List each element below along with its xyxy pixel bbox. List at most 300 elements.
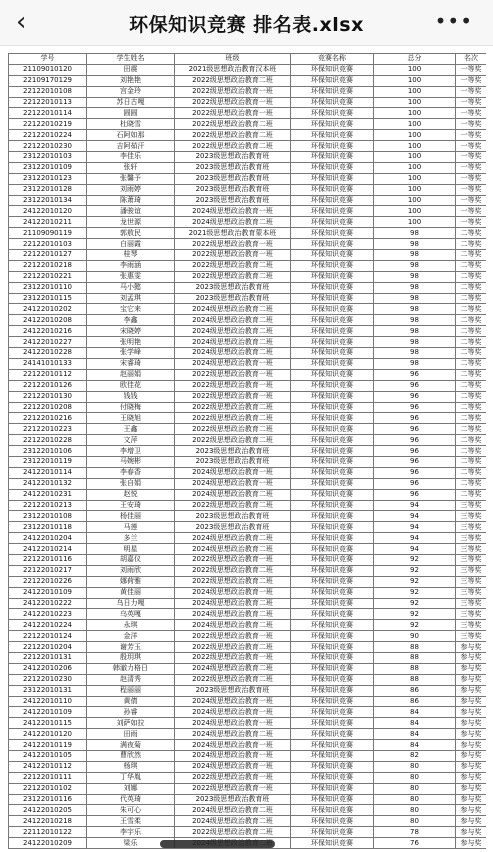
cell-rank[interactable]: 一等奖 [456,75,487,86]
cell-contest-name[interactable]: 环保知识竞赛 [291,217,374,228]
cell-student-name[interactable]: 乌英嘎 [87,609,175,620]
cell-rank[interactable]: 一等奖 [456,162,487,173]
cell-student-id[interactable]: 22122010103 [9,239,87,250]
cell-student-id[interactable]: 22122010223 [9,424,87,435]
cell-class[interactable]: 2024级思想政治教育二班 [175,805,291,816]
cell-rank[interactable]: 三等奖 [456,511,487,522]
cell-student-id[interactable]: 22122010131 [9,652,87,663]
cell-student-id[interactable]: 24122010218 [9,816,87,827]
cell-total-score[interactable]: 98 [374,228,456,239]
cell-class[interactable]: 2024级思想政治教育二班 [175,598,291,609]
cell-total-score[interactable]: 98 [374,282,456,293]
cell-student-id[interactable]: 22122010130 [9,391,87,402]
cell-total-score[interactable]: 100 [374,217,456,228]
cell-rank[interactable]: 参与奖 [456,663,487,674]
cell-rank[interactable]: 二等奖 [456,478,487,489]
cell-student-name[interactable]: 多兰 [87,533,175,544]
cell-total-score[interactable]: 92 [374,609,456,620]
cell-student-id[interactable]: 24122010132 [9,478,87,489]
cell-class[interactable]: 2023级思想政治教育班 [175,685,291,696]
column-header-student-name[interactable]: 学生姓名 [87,54,175,65]
cell-class[interactable]: 2023级思想政治教育班 [175,511,291,522]
cell-rank[interactable]: 二等奖 [456,358,487,369]
cell-student-name[interactable]: 明星 [87,544,175,555]
cell-total-score[interactable]: 96 [374,435,456,446]
cell-class[interactable]: 2022级思想政治教育二班 [175,565,291,576]
cell-student-id[interactable]: 22122010217 [9,565,87,576]
column-header-student-id[interactable]: 学号 [9,54,87,65]
cell-total-score[interactable]: 92 [374,565,456,576]
cell-class[interactable]: 2022级思想政治教育一班 [175,108,291,119]
cell-student-id[interactable]: 24122010204 [9,533,87,544]
cell-total-score[interactable]: 100 [374,86,456,97]
cell-student-id[interactable]: 22122010204 [9,642,87,653]
cell-contest-name[interactable]: 环保知识竞赛 [291,239,374,250]
cell-contest-name[interactable]: 环保知识竞赛 [291,609,374,620]
cell-class[interactable]: 2023级思想政治教育班 [175,173,291,184]
cell-contest-name[interactable]: 环保知识竞赛 [291,152,374,163]
more-options-icon[interactable]: ••• [434,9,473,33]
cell-student-name[interactable]: 赵丽娟 [87,369,175,380]
cell-student-name[interactable]: 刘萨如拉 [87,718,175,729]
cell-total-score[interactable]: 98 [374,337,456,348]
cell-total-score[interactable]: 90 [374,631,456,642]
cell-class[interactable]: 2024级思想政治教育二班 [175,663,291,674]
cell-contest-name[interactable]: 环保知识竞赛 [291,446,374,457]
cell-student-name[interactable]: 马小懿 [87,282,175,293]
cell-class[interactable]: 2022级思想政治教育一班 [175,652,291,663]
cell-student-name[interactable]: 田震 [87,64,175,75]
cell-contest-name[interactable]: 环保知识竞赛 [291,707,374,718]
cell-student-name[interactable]: 李雨涵 [87,260,175,271]
cell-rank[interactable]: 二等奖 [456,250,487,261]
cell-student-id[interactable]: 24122010227 [9,337,87,348]
cell-class[interactable]: 2022级思想政治教育二班 [175,75,291,86]
cell-student-id[interactable]: 22109170129 [9,75,87,86]
cell-total-score[interactable]: 96 [374,369,456,380]
cell-total-score[interactable]: 94 [374,500,456,511]
cell-rank[interactable]: 一等奖 [456,206,487,217]
cell-total-score[interactable]: 96 [374,456,456,467]
cell-student-name[interactable]: 殷玥琪 [87,652,175,663]
cell-rank[interactable]: 参与奖 [456,838,487,849]
cell-student-name[interactable]: 田雨 [87,729,175,740]
cell-student-name[interactable]: 乌日力嘎 [87,598,175,609]
cell-student-id[interactable]: 22122010218 [9,260,87,271]
cell-rank[interactable]: 参与奖 [456,652,487,663]
cell-class[interactable]: 2024级思想政治教育二班 [175,816,291,827]
cell-contest-name[interactable]: 环保知识竞赛 [291,620,374,631]
cell-rank[interactable]: 一等奖 [456,119,487,130]
cell-student-id[interactable]: 23122010115 [9,293,87,304]
cell-class[interactable]: 2022级思想政治教育二班 [175,435,291,446]
cell-contest-name[interactable]: 环保知识竞赛 [291,489,374,500]
cell-class[interactable]: 2021级思想政治教育蒙本班 [175,228,291,239]
cell-class[interactable]: 2022级思想政治教育一班 [175,783,291,794]
cell-class[interactable]: 2022级思想政治教育二班 [175,642,291,653]
cell-total-score[interactable]: 98 [374,260,456,271]
cell-student-id[interactable]: 22122010228 [9,435,87,446]
cell-student-id[interactable]: 22122010219 [9,119,87,130]
cell-class[interactable]: 2023级思想政治教育班 [175,456,291,467]
cell-contest-name[interactable]: 环保知识竞赛 [291,598,374,609]
cell-contest-name[interactable]: 环保知识竞赛 [291,413,374,424]
cell-student-name[interactable]: 梁乐 [87,838,175,849]
cell-contest-name[interactable]: 环保知识竞赛 [291,816,374,827]
cell-rank[interactable]: 参与奖 [456,740,487,751]
cell-contest-name[interactable]: 环保知识竞赛 [291,402,374,413]
cell-class[interactable]: 2022级思想政治教育一班 [175,391,291,402]
cell-student-name[interactable]: 杜晓雪 [87,119,175,130]
cell-total-score[interactable]: 100 [374,141,456,152]
cell-student-id[interactable]: 23122010103 [9,152,87,163]
column-header-total-score[interactable]: 总分 [374,54,456,65]
cell-rank[interactable]: 参与奖 [456,729,487,740]
cell-student-name[interactable]: 吉阿茹汗 [87,141,175,152]
cell-student-id[interactable]: 24141010133 [9,358,87,369]
cell-contest-name[interactable]: 环保知识竞赛 [291,827,374,838]
cell-student-id[interactable]: 23122010108 [9,511,87,522]
cell-total-score[interactable]: 80 [374,783,456,794]
cell-student-name[interactable]: 张惠雯 [87,271,175,282]
cell-student-name[interactable]: 文萍 [87,435,175,446]
cell-contest-name[interactable]: 环保知识竞赛 [291,467,374,478]
cell-rank[interactable]: 二等奖 [456,228,487,239]
cell-student-name[interactable]: 付晓梅 [87,402,175,413]
cell-rank[interactable]: 三等奖 [456,620,487,631]
cell-rank[interactable]: 参与奖 [456,816,487,827]
cell-contest-name[interactable]: 环保知识竞赛 [291,783,374,794]
cell-total-score[interactable]: 98 [374,358,456,369]
cell-rank[interactable]: 二等奖 [456,446,487,457]
cell-total-score[interactable]: 96 [374,391,456,402]
cell-student-id[interactable]: 23122010109 [9,162,87,173]
cell-total-score[interactable]: 98 [374,326,456,337]
cell-class[interactable]: 2024级思想政治教育二班 [175,348,291,359]
cell-total-score[interactable]: 100 [374,119,456,130]
cell-contest-name[interactable]: 环保知识竞赛 [291,86,374,97]
cell-class[interactable]: 2024级思想政治教育一班 [175,761,291,772]
cell-contest-name[interactable]: 环保知识竞赛 [291,260,374,271]
cell-class[interactable]: 2022级思想政治教育一班 [175,631,291,642]
cell-student-name[interactable]: 张学峰 [87,348,175,359]
cell-class[interactable]: 2024级思想政治教育二班 [175,544,291,555]
cell-rank[interactable]: 参与奖 [456,707,487,718]
cell-contest-name[interactable]: 环保知识竞赛 [291,435,374,446]
cell-contest-name[interactable]: 环保知识竞赛 [291,315,374,326]
cell-student-id[interactable]: 22122010224 [9,130,87,141]
cell-total-score[interactable]: 80 [374,772,456,783]
cell-class[interactable]: 2024级思想政治教育二班 [175,489,291,500]
cell-student-id[interactable]: 24122010228 [9,348,87,359]
cell-rank[interactable]: 一等奖 [456,141,487,152]
cell-student-id[interactable]: 24122010211 [9,217,87,228]
cell-total-score[interactable]: 94 [374,533,456,544]
cell-student-name[interactable]: 曹欣然 [87,751,175,762]
cell-student-name[interactable]: 桂琴 [87,250,175,261]
cell-total-score[interactable]: 100 [374,152,456,163]
cell-rank[interactable]: 参与奖 [456,827,487,838]
cell-student-name[interactable]: 王鑫 [87,424,175,435]
cell-total-score[interactable]: 100 [374,130,456,141]
cell-student-name[interactable]: 金洋 [87,631,175,642]
cell-student-name[interactable]: 丁华胤 [87,772,175,783]
cell-total-score[interactable]: 98 [374,250,456,261]
cell-student-name[interactable]: 李鑫 [87,315,175,326]
cell-class[interactable]: 2023级思想政治教育班 [175,293,291,304]
cell-student-id[interactable]: 23122010110 [9,282,87,293]
cell-class[interactable]: 2023级思想政治教育班 [175,162,291,173]
cell-total-score[interactable]: 88 [374,674,456,685]
cell-rank[interactable]: 二等奖 [456,337,487,348]
cell-rank[interactable]: 参与奖 [456,696,487,707]
cell-student-id[interactable]: 24122010209 [9,838,87,849]
cell-student-name[interactable]: 欧佳花 [87,380,175,391]
cell-total-score[interactable]: 100 [374,97,456,108]
cell-contest-name[interactable]: 环保知识竞赛 [291,64,374,75]
cell-total-score[interactable]: 100 [374,195,456,206]
cell-class[interactable]: 2024级思想政治教育一班 [175,740,291,751]
cell-class[interactable]: 2022级思想政治教育一班 [175,239,291,250]
cell-contest-name[interactable]: 环保知识竞赛 [291,456,374,467]
cell-student-id[interactable]: 21109010120 [9,64,87,75]
cell-total-score[interactable]: 88 [374,642,456,653]
cell-class[interactable]: 2023级思想政治教育班 [175,152,291,163]
cell-student-id[interactable]: 22122010216 [9,413,87,424]
cell-total-score[interactable]: 94 [374,511,456,522]
cell-contest-name[interactable]: 环保知识竞赛 [291,696,374,707]
cell-student-id[interactable]: 23122010119 [9,456,87,467]
cell-rank[interactable]: 二等奖 [456,293,487,304]
cell-rank[interactable]: 一等奖 [456,64,487,75]
cell-student-name[interactable]: 杨琪 [87,761,175,772]
cell-student-id[interactable]: 23122010106 [9,446,87,457]
cell-class[interactable]: 2023级思想政治教育班 [175,446,291,457]
cell-rank[interactable]: 一等奖 [456,86,487,97]
cell-class[interactable]: 2022级思想政治教育二班 [175,271,291,282]
cell-total-score[interactable]: 84 [374,729,456,740]
cell-student-name[interactable]: 刘雨欣 [87,565,175,576]
cell-student-id[interactable]: 22122010126 [9,380,87,391]
cell-total-score[interactable]: 100 [374,206,456,217]
cell-rank[interactable]: 一等奖 [456,195,487,206]
cell-total-score[interactable]: 88 [374,652,456,663]
cell-class[interactable]: 2024级思想政治教育二班 [175,315,291,326]
cell-rank[interactable]: 参与奖 [456,794,487,805]
cell-class[interactable]: 2021级思想政治教育汉本班 [175,64,291,75]
cell-student-id[interactable]: 24122010119 [9,740,87,751]
cell-student-id[interactable]: 24122010216 [9,326,87,337]
cell-contest-name[interactable]: 环保知识竞赛 [291,805,374,816]
cell-class[interactable]: 2024级思想政治教育一班 [175,587,291,598]
cell-rank[interactable]: 二等奖 [456,260,487,271]
cell-rank[interactable]: 一等奖 [456,152,487,163]
cell-class[interactable]: 2022级思想政治教育二班 [175,674,291,685]
cell-student-name[interactable]: 李春香 [87,467,175,478]
cell-class[interactable]: 2023级思想政治教育班 [175,184,291,195]
cell-student-id[interactable]: 22122010127 [9,250,87,261]
cell-total-score[interactable]: 96 [374,424,456,435]
cell-student-name[interactable]: 苏日古嘎 [87,97,175,108]
cell-contest-name[interactable]: 环保知识竞赛 [291,293,374,304]
cell-student-name[interactable]: 朱可心 [87,805,175,816]
cell-contest-name[interactable]: 环保知识竞赛 [291,195,374,206]
cell-rank[interactable]: 二等奖 [456,380,487,391]
cell-total-score[interactable]: 100 [374,162,456,173]
cell-student-name[interactable]: 刘娜 [87,783,175,794]
cell-total-score[interactable]: 96 [374,446,456,457]
cell-total-score[interactable]: 86 [374,696,456,707]
cell-student-name[interactable]: 马婉彬 [87,456,175,467]
cell-student-id[interactable]: 24122010223 [9,609,87,620]
cell-total-score[interactable]: 98 [374,348,456,359]
cell-rank[interactable]: 二等奖 [456,489,487,500]
cell-student-id[interactable]: 23122010134 [9,195,87,206]
cell-class[interactable]: 2022级思想政治教育二班 [175,576,291,587]
cell-contest-name[interactable]: 环保知识竞赛 [291,522,374,533]
cell-rank[interactable]: 参与奖 [456,761,487,772]
cell-total-score[interactable]: 100 [374,184,456,195]
cell-rank[interactable]: 二等奖 [456,391,487,402]
cell-total-score[interactable]: 92 [374,620,456,631]
cell-student-id[interactable]: 24122010231 [9,489,87,500]
cell-rank[interactable]: 二等奖 [456,424,487,435]
cell-total-score[interactable]: 100 [374,75,456,86]
cell-student-id[interactable]: 23122010128 [9,184,87,195]
cell-student-id[interactable]: 23122010123 [9,173,87,184]
cell-student-id[interactable]: 22122010226 [9,576,87,587]
cell-class[interactable]: 2022级思想政治教育一班 [175,554,291,565]
cell-student-name[interactable]: 宫金玲 [87,86,175,97]
cell-class[interactable]: 2024级思想政治教育二班 [175,326,291,337]
cell-contest-name[interactable]: 环保知识竞赛 [291,631,374,642]
cell-total-score[interactable]: 88 [374,663,456,674]
cell-rank[interactable]: 参与奖 [456,805,487,816]
cell-contest-name[interactable]: 环保知识竞赛 [291,674,374,685]
cell-total-score[interactable]: 92 [374,598,456,609]
cell-total-score[interactable]: 100 [374,173,456,184]
cell-contest-name[interactable]: 环保知识竞赛 [291,544,374,555]
cell-student-name[interactable]: 张馨予 [87,173,175,184]
cell-contest-name[interactable]: 环保知识竞赛 [291,751,374,762]
cell-student-id[interactable]: 22122010221 [9,271,87,282]
cell-student-name[interactable]: 宋晓婷 [87,326,175,337]
cell-contest-name[interactable]: 环保知识竞赛 [291,358,374,369]
cell-student-id[interactable]: 24122010205 [9,805,87,816]
column-header-contest-name[interactable]: 竞赛名称 [291,54,374,65]
cell-total-score[interactable]: 94 [374,522,456,533]
cell-total-score[interactable]: 96 [374,380,456,391]
cell-class[interactable]: 2022级思想政治教育二班 [175,119,291,130]
cell-rank[interactable]: 三等奖 [456,598,487,609]
cell-contest-name[interactable]: 环保知识竞赛 [291,369,374,380]
cell-contest-name[interactable]: 环保知识竞赛 [291,424,374,435]
cell-contest-name[interactable]: 环保知识竞赛 [291,794,374,805]
cell-student-id[interactable]: 22122010116 [9,554,87,565]
cell-total-score[interactable]: 94 [374,544,456,555]
cell-total-score[interactable]: 84 [374,707,456,718]
cell-rank[interactable]: 二等奖 [456,348,487,359]
cell-student-id[interactable]: 22122010112 [9,369,87,380]
cell-contest-name[interactable]: 环保知识竞赛 [291,554,374,565]
cell-total-score[interactable]: 76 [374,838,456,849]
cell-contest-name[interactable]: 环保知识竞赛 [291,511,374,522]
cell-contest-name[interactable]: 环保知识竞赛 [291,348,374,359]
cell-class[interactable]: 2023级思想政治教育班 [175,282,291,293]
cell-student-id[interactable]: 24122010109 [9,707,87,718]
cell-rank[interactable]: 三等奖 [456,522,487,533]
cell-total-score[interactable]: 78 [374,827,456,838]
cell-total-score[interactable]: 92 [374,576,456,587]
cell-total-score[interactable]: 84 [374,740,456,751]
cell-rank[interactable]: 三等奖 [456,631,487,642]
cell-student-name[interactable]: 永琪 [87,620,175,631]
cell-contest-name[interactable]: 环保知识竞赛 [291,271,374,282]
cell-class[interactable]: 2024级思想政治教育二班 [175,533,291,544]
cell-rank[interactable]: 二等奖 [456,239,487,250]
cell-student-id[interactable]: 23122010116 [9,794,87,805]
cell-rank[interactable]: 参与奖 [456,783,487,794]
cell-student-name[interactable]: 满夜菊 [87,740,175,751]
cell-contest-name[interactable]: 环保知识竞赛 [291,729,374,740]
cell-rank[interactable]: 二等奖 [456,413,487,424]
cell-contest-name[interactable]: 环保知识竞赛 [291,772,374,783]
cell-student-id[interactable]: 24122010120 [9,206,87,217]
cell-student-name[interactable]: 刘孟琪 [87,293,175,304]
cell-student-id[interactable]: 21109090119 [9,228,87,239]
cell-contest-name[interactable]: 环保知识竞赛 [291,228,374,239]
cell-student-name[interactable]: 陈萧琦 [87,195,175,206]
cell-contest-name[interactable]: 环保知识竞赛 [291,652,374,663]
cell-student-name[interactable]: 龙世源 [87,217,175,228]
cell-student-id[interactable]: 22122010108 [9,86,87,97]
cell-student-name[interactable]: 白丽霞 [87,239,175,250]
cell-contest-name[interactable]: 环保知识竞赛 [291,587,374,598]
cell-student-name[interactable]: 程丽丽 [87,685,175,696]
cell-rank[interactable]: 一等奖 [456,184,487,195]
cell-rank[interactable]: 三等奖 [456,554,487,565]
cell-student-id[interactable]: 22122010114 [9,108,87,119]
cell-class[interactable]: 2022级思想政治教育一班 [175,250,291,261]
cell-student-name[interactable]: 宋睿琦 [87,358,175,369]
cell-rank[interactable]: 参与奖 [456,718,487,729]
cell-student-id[interactable]: 22122010230 [9,674,87,685]
cell-contest-name[interactable]: 环保知识竞赛 [291,576,374,587]
cell-class[interactable]: 2022级思想政治教育二班 [175,413,291,424]
cell-student-name[interactable]: 刘艳艳 [87,75,175,86]
cell-contest-name[interactable]: 环保知识竞赛 [291,565,374,576]
cell-student-name[interactable]: 刘雨婷 [87,184,175,195]
cell-total-score[interactable]: 98 [374,304,456,315]
cell-class[interactable]: 2024级思想政治教育二班 [175,304,291,315]
cell-student-id[interactable]: 24122010109 [9,587,87,598]
cell-student-name[interactable]: 王雪柔 [87,816,175,827]
cell-total-score[interactable]: 96 [374,413,456,424]
cell-student-name[interactable]: 圆圆 [87,108,175,119]
cell-student-id[interactable]: 24122010208 [9,315,87,326]
cell-rank[interactable]: 三等奖 [456,587,487,598]
cell-rank[interactable]: 一等奖 [456,173,487,184]
cell-rank[interactable]: 三等奖 [456,533,487,544]
cell-contest-name[interactable]: 环保知识竞赛 [291,642,374,653]
back-icon[interactable]: ‹ [16,7,27,37]
cell-total-score[interactable]: 98 [374,293,456,304]
cell-rank[interactable]: 三等奖 [456,609,487,620]
cell-rank[interactable]: 二等奖 [456,315,487,326]
cell-student-id[interactable]: 24122010120 [9,729,87,740]
cell-rank[interactable]: 二等奖 [456,467,487,478]
cell-class[interactable]: 2022级思想政治教育一班 [175,772,291,783]
